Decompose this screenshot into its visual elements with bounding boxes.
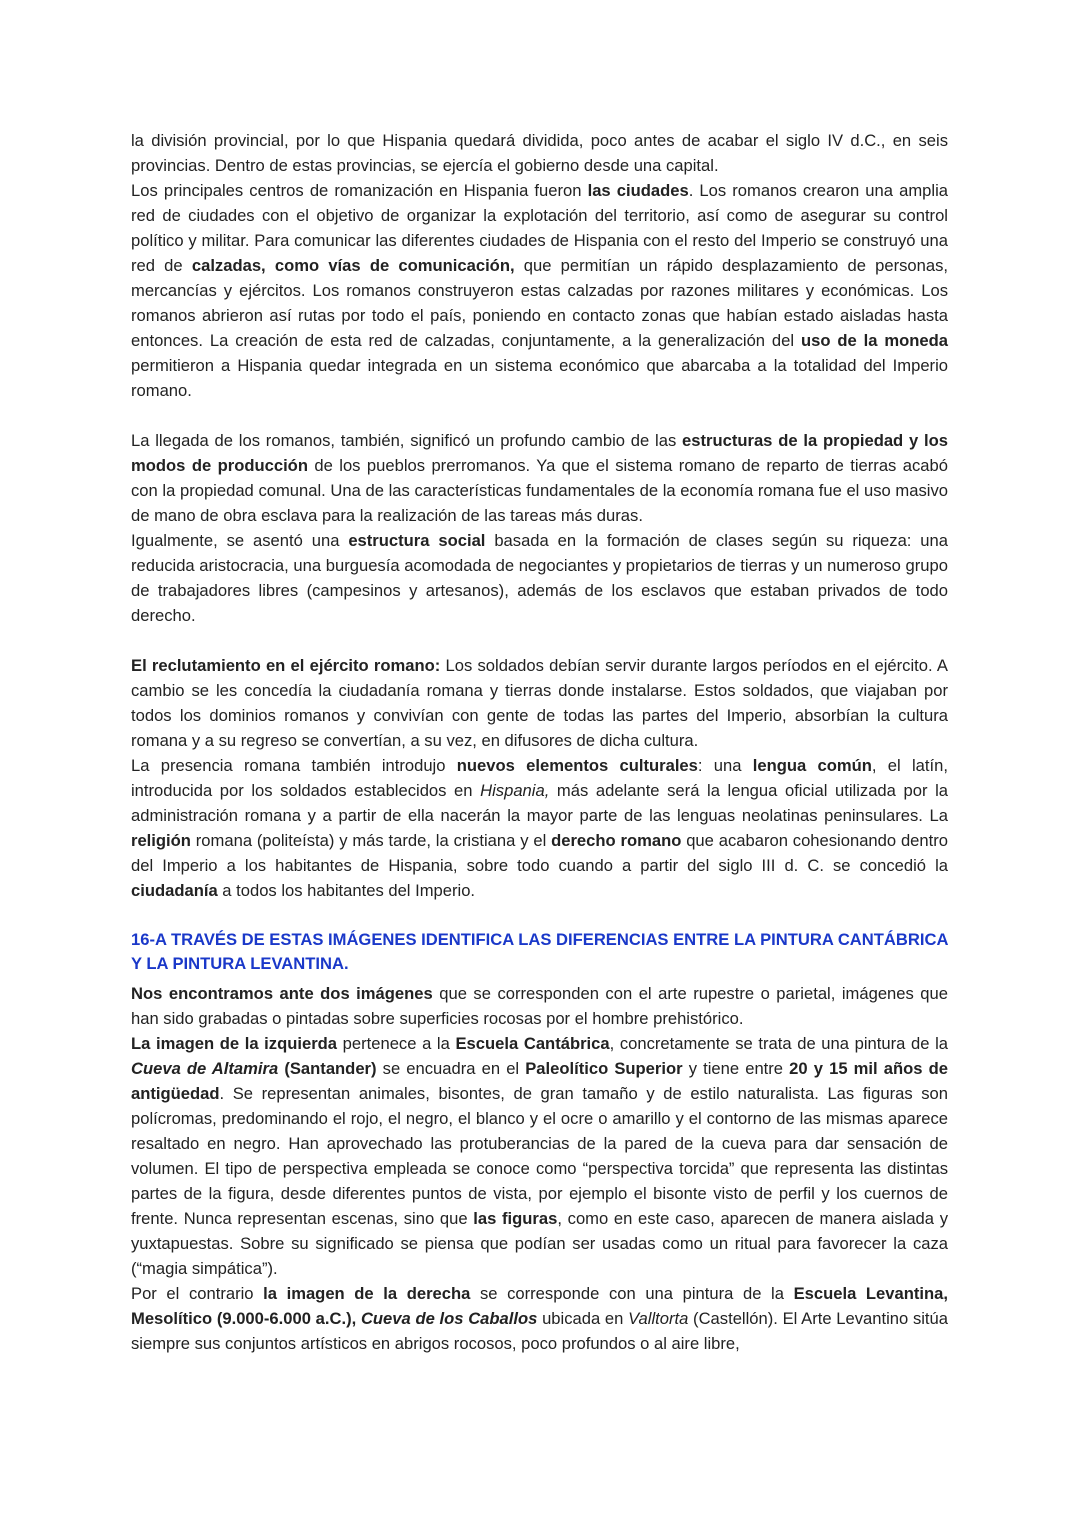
- text-run: a todos los habitantes del Imperio.: [217, 881, 476, 900]
- text-run: más adelante será la lengua oficial utilizada por la administración romana y a partir de ella nacerán la mayor parte de las lenguas neolatinas peninsulares. La: [131, 781, 948, 825]
- text-run: y tiene entre: [682, 1059, 790, 1078]
- bold-text: uso de la moneda: [800, 331, 948, 350]
- bold-text: derecho romano: [551, 831, 682, 850]
- question-heading: 16-A TRAVÉS DE ESTAS IMÁGENES IDENTIFICA LAS DIFERENCIAS ENTRE LA PINTURA CANTÁBRICA Y LA PINTURA LEVANTINA.: [131, 930, 948, 973]
- text-run: Igualmente, se asentó una: [131, 531, 349, 550]
- text-run: permitieron a Hispania quedar integrada en un sistema económico que abarcaba a la totalidad del Imperio romano.: [131, 356, 948, 400]
- bold-text: (Santander): [284, 1059, 377, 1078]
- italic-text: Hispania,: [480, 781, 550, 800]
- text-run: : una: [697, 756, 753, 775]
- bold-text: 20 y 15 mil años de antigüedad: [131, 1059, 948, 1103]
- text-run: que permitían un rápido desplazamiento de personas, mercancías y ejércitos. Los romanos construyeron estas calzadas por razones militares y económicas. Los romanos abrieron así rutas por todo el país, poniendo en contacto zonas que habían estado aisladas hasta entonces. La creación de esta red de calzadas, conjuntamente, a la generalización del: [131, 256, 948, 350]
- body-text: [131, 128, 948, 903]
- paragraph-p2: [131, 178, 948, 403]
- text-run: la división provincial, por lo que Hispania quedará dividida, poco antes de acabar el siglo IV d.C., en seis provincias. Dentro de estas provincias, se ejercía el gobierno desde una capital.: [131, 131, 948, 175]
- bold-text: las ciudades: [587, 181, 689, 200]
- text-run: , el latín, introducida por los soldados establecidos en: [131, 756, 948, 800]
- bold-text: Cueva de los Caballos: [360, 1309, 538, 1328]
- text-run: (Castellón). El Arte Levantino sitúa siempre sus conjuntos artísticos en abrigos rocosos, poco profundos o al aire libre,: [131, 1309, 948, 1353]
- text-run: Los principales centros de romanización en Hispania fueron: [131, 181, 588, 200]
- bold-text: Escuela Levantina, Mesolítico (9.000-6.000 a.C.),: [131, 1284, 948, 1328]
- paragraph-a2: [131, 1031, 948, 1281]
- bold-text: estructura social: [348, 531, 486, 550]
- paragraph-p1: [131, 128, 948, 178]
- bold-text: El reclutamiento en el ejército romano:: [131, 656, 441, 675]
- answer-text: [131, 981, 948, 1356]
- bold-text: La imagen de la izquierda: [131, 1034, 338, 1053]
- text-run: . Se representan animales, bisontes, de gran tamaño y de estilo naturalista. Las figuras son polícromas, predominando el rojo, el negro, el blanco y el ocre o amarillo y el contorno de las mismas aparece resaltado en negro. Han aprovechado las protuberancias de la pared de la cueva para dar sensación de volumen. El tipo de perspectiva empleada se conoce como “perspectiva torcida” que representa las distintas partes de la figura, desde diferentes puntos de vista, por ejemplo el bisonte visto de perfil y los cuernos de frente. Nunca representan escenas, sino que: [131, 1084, 948, 1228]
- text-run: se corresponde con una pintura de la: [470, 1284, 794, 1303]
- text-run: ubicada en: [537, 1309, 629, 1328]
- text-run: que acabaron cohesionando dentro del Imperio a los habitantes de Hispania, sobre todo cuando a partir del siglo III d. C. se concedió la: [131, 831, 949, 875]
- text-run: se encuadra en el: [376, 1059, 526, 1078]
- bold-text: lengua común: [752, 756, 872, 775]
- text-run: , concretamente se trata de una pintura de la: [609, 1034, 948, 1053]
- text-run: romana (politeísta) y más tarde, la cristiana y el: [190, 831, 552, 850]
- text-run: basada en la formación de clases según su riqueza: una reducida aristocracia, una burguesía acomodada de negociantes y propietarios de tierras y un numeroso grupo de trabajadores libres (campesinos y artesanos), además de los esclavos que estaban privados de todo derecho.: [131, 531, 948, 625]
- italic-text: Valltorta: [628, 1309, 689, 1328]
- paragraph-a1: [131, 981, 948, 1031]
- bold-text: religión: [131, 831, 191, 850]
- bold-text: ciudadanía: [131, 881, 218, 900]
- document-page: [131, 128, 948, 1356]
- bold-text: estructuras de la propiedad y los modos de producción: [131, 431, 948, 475]
- bold-text: Paleolítico Superior: [525, 1059, 683, 1078]
- paragraph-a3: [131, 1281, 948, 1356]
- text-run: La llegada de los romanos, también, significó un profundo cambio de las: [131, 431, 683, 450]
- text-run: . Los romanos crearon una amplia red de ciudades con el objetivo de organizar la explotación del territorio, así como de asegurar su control político y militar. Para comunicar las diferentes ciudades de Hispania con el resto del Imperio se construyó una red de: [131, 181, 948, 275]
- text-run: Por el contrario: [131, 1284, 264, 1303]
- bold-text: las figuras: [473, 1209, 558, 1228]
- text-run: de los pueblos prerromanos. Ya que el sistema romano de reparto de tierras acabó con la propiedad comunal. Una de las características fundamentales de la economía romana fue el uso masivo de mano de obra esclava para la realización de las tareas más duras.: [131, 456, 948, 525]
- paragraph-p3: [131, 428, 948, 528]
- paragraph-p4: [131, 528, 948, 628]
- paragraph-p6: [131, 753, 948, 903]
- bold-text: nuevos elementos culturales: [456, 756, 698, 775]
- text-run: Los soldados debían servir durante largos períodos en el ejército. A cambio se les concedía la ciudadanía romana y tierras donde instalarse. Estos soldados, que viajaban por todos los dominios romanos y convivían con gente de todas las partes del Imperio, absorbían la cultura romana y a su regreso se convertían, a su vez, en difusores de dicha cultura.: [131, 656, 948, 750]
- text-run: La presencia romana también introdujo: [131, 756, 457, 775]
- text-run: , como en este caso, aparecen de manera aislada y yuxtapuestas. Sobre su significado se piensa que podían ser usadas como un ritual para favorecer la caza (“magia simpática”).: [131, 1209, 948, 1278]
- text-run: que se corresponden con el arte rupestre o parietal, imágenes que han sido grabadas o pintadas sobre superficies rocosas por el hombre prehistórico.: [131, 984, 948, 1028]
- bold-text: Nos encontramos ante dos imágenes: [131, 984, 433, 1003]
- paragraph-p5: [131, 653, 948, 753]
- bold-text: la imagen de la derecha: [263, 1284, 471, 1303]
- bold-text: calzadas, como vías de comunicación,: [191, 256, 515, 275]
- bold-text: Escuela Cantábrica: [455, 1034, 610, 1053]
- text-run: pertenece a la: [337, 1034, 456, 1053]
- bold-text: Cueva de Altamira: [131, 1059, 279, 1078]
